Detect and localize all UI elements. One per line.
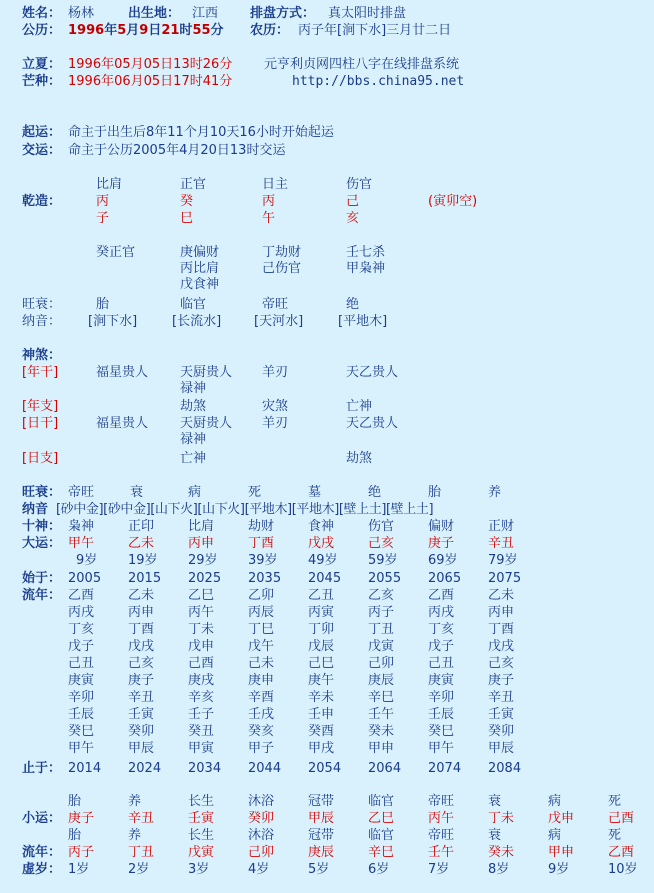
- liunian-cell: 己丑: [68, 656, 95, 671]
- liunian-cell: 乙卯: [248, 588, 275, 603]
- kong-note: (寅卯空): [428, 194, 478, 209]
- pillar-nayin-0: [涧下水]: [88, 314, 138, 329]
- liunian-cell: 戊寅: [368, 639, 395, 654]
- liunian-cell: 庚子: [488, 673, 515, 688]
- liunian-cell: 戊子: [428, 639, 455, 654]
- dayun-ganzhi: 丙申: [188, 536, 215, 551]
- liunian-cell: 己未: [248, 656, 275, 671]
- dayun-wangshuai: 帝旺: [68, 485, 95, 500]
- dayun-age: 79岁: [488, 553, 518, 568]
- shensha-cell: 天厨贵人 禄神: [180, 365, 233, 396]
- xy-liunian-label: 流年：: [22, 845, 62, 860]
- xusui-age: 7岁: [428, 862, 450, 877]
- liunian-cell: 辛丑: [488, 690, 515, 705]
- dayun-shishen: 正财: [488, 519, 515, 534]
- xiaoyun-state-2: 临官: [368, 828, 395, 843]
- liunian-cell: 丁巳: [248, 622, 275, 637]
- dayun-ganzhi: 戊戌: [308, 536, 335, 551]
- liunian-cell: 己卯: [368, 656, 395, 671]
- xiaoyun-state: 衰: [488, 794, 502, 809]
- dayun-nayin-row: [砂中金][砂中金][山下火][山下火][平地木][平地木][壁上土][壁上土]: [56, 502, 434, 517]
- xiaoyun-state: 病: [548, 794, 562, 809]
- liunian-cell: 壬午: [368, 707, 395, 722]
- liunian-cell: 壬寅: [488, 707, 515, 722]
- liunian-cell: 丁丑: [368, 622, 395, 637]
- liunian-cell: 甲戌: [308, 741, 335, 756]
- liunian-cell: 庚子: [128, 673, 155, 688]
- xiaoyun-state-2: 病: [548, 828, 562, 843]
- liunian-cell: 壬戌: [248, 707, 275, 722]
- liunian-cell: 壬寅: [128, 707, 155, 722]
- shensha-cell: 亡神: [346, 399, 373, 414]
- liunian-cell: 辛卯: [68, 690, 95, 705]
- xusui-age: 4岁: [248, 862, 270, 877]
- xiaoyun-state-2: 死: [608, 828, 622, 843]
- dayun-ganzhi: 丁酉: [248, 536, 275, 551]
- liunian-cell: 己巳: [308, 656, 335, 671]
- pillar-stem-2: 丙: [262, 194, 276, 209]
- pillar-shishen-2: 日主: [262, 177, 289, 192]
- name-value: 杨林: [68, 6, 95, 21]
- liunian-cell: 己酉: [188, 656, 215, 671]
- xiaoyun-liunian: 戊寅: [188, 845, 215, 860]
- dayun-age: 39岁: [248, 553, 278, 568]
- pillar-branch-3: 亥: [346, 211, 360, 226]
- solar-date: 1996年5月9日21时55分: [68, 23, 224, 38]
- xiaoyun-state: 胎: [68, 794, 82, 809]
- shensha-cell: 劫煞: [346, 451, 373, 466]
- liunian-cell: 乙亥: [368, 588, 395, 603]
- xiaoyun-state-2: 衰: [488, 828, 502, 843]
- shensha-title: 神煞：: [22, 348, 62, 363]
- dayun-start-year: 2045: [308, 571, 342, 586]
- liunian-cell: 丙申: [488, 605, 515, 620]
- liunian-cell: 戊午: [248, 639, 275, 654]
- xiaoyun-liunian: 己卯: [248, 845, 275, 860]
- liunian-cell: 庚寅: [68, 673, 95, 688]
- liunian-cell: 己亥: [488, 656, 515, 671]
- pillar-shishen-3: 伤官: [346, 177, 373, 192]
- pillar-hidden-2: 丁劫财 己伤官: [262, 245, 302, 276]
- liunian-cell: 丁亥: [68, 622, 95, 637]
- lixia-value: 1996年05月05日13时26分: [68, 57, 233, 72]
- xiaoyun-state-2: 长生: [188, 828, 215, 843]
- xusui-label: 虚岁：: [22, 862, 62, 877]
- dayun-shishen: 枭神: [68, 519, 95, 534]
- xusui-age: 6岁: [368, 862, 390, 877]
- pillar-branch-1: 巳: [180, 211, 194, 226]
- xusui-age: 1岁: [68, 862, 90, 877]
- dayun-shishen: 伤官: [368, 519, 395, 534]
- method-value: 真太阳时排盘: [328, 6, 407, 21]
- pillar-hidden-1: 庚偏财 丙比肩 戊食神: [180, 245, 220, 292]
- dayun-age: 9岁: [76, 553, 98, 568]
- liunian-cell: 甲辰: [488, 741, 515, 756]
- liunian-cell: 辛巳: [368, 690, 395, 705]
- xiaoyun-state: 冠带: [308, 794, 335, 809]
- dayun-end-year: 2074: [428, 761, 462, 776]
- xiaoyun-state-2: 帝旺: [428, 828, 455, 843]
- liunian-cell: 癸丑: [188, 724, 215, 739]
- pillar-stem-3: 己: [346, 194, 360, 209]
- liunian-cell: 戊戌: [488, 639, 515, 654]
- birthplace-value: 江西: [192, 6, 219, 21]
- nayin-label: 纳音：: [22, 314, 62, 329]
- liunian-cell: 庚午: [308, 673, 335, 688]
- shensha-cell: 福星贵人: [96, 365, 149, 380]
- liunian-cell: 乙丑: [308, 588, 335, 603]
- dayun-ganzhi: 己亥: [368, 536, 395, 551]
- shensha-cell: 亡神: [180, 451, 207, 466]
- liunian-cell: 甲寅: [188, 741, 215, 756]
- dayun-end-year: 2024: [128, 761, 162, 776]
- pillar-nayin-2: [天河水]: [254, 314, 304, 329]
- jiaoyun-value: 命主于公历2005年4月20日13时交运: [68, 143, 286, 158]
- lunar-label: 农历：: [250, 23, 290, 38]
- xiaoyun-liunian: 癸未: [488, 845, 515, 860]
- liunian-cell: 甲申: [368, 741, 395, 756]
- lixia-label: 立夏：: [22, 57, 62, 72]
- liunian-cell: 乙酉: [68, 588, 95, 603]
- dayun-start-year: 2035: [248, 571, 282, 586]
- xiaoyun-ganzhi: 丙午: [428, 811, 455, 826]
- shensha-row-label: [日干]: [22, 416, 59, 431]
- liunian-cell: 戊申: [188, 639, 215, 654]
- liunian-cell: 丙寅: [308, 605, 335, 620]
- xiaoyun-state: 帝旺: [428, 794, 455, 809]
- liunian-cell: 乙巳: [188, 588, 215, 603]
- dayun-start-year: 2055: [368, 571, 402, 586]
- liunian-cell: 丁卯: [308, 622, 335, 637]
- liunian-cell: 癸巳: [428, 724, 455, 739]
- dayun-start-year: 2075: [488, 571, 522, 586]
- liunian-cell: 癸巳: [68, 724, 95, 739]
- liunian-cell: 辛未: [308, 690, 335, 705]
- liunian-cell: 甲午: [428, 741, 455, 756]
- pillar-ws-3: 绝: [346, 297, 360, 312]
- xiaoyun-ganzhi: 丁未: [488, 811, 515, 826]
- site-title: 元亨利贞网四柱八字在线排盘系统: [264, 57, 460, 72]
- liunian-cell: 辛酉: [248, 690, 275, 705]
- start-label: 始于：: [22, 571, 62, 586]
- dayun-end-year: 2084: [488, 761, 522, 776]
- dayun-wangshuai: 墓: [308, 485, 322, 500]
- dayun-end-year: 2014: [68, 761, 102, 776]
- xiaoyun-state: 死: [608, 794, 622, 809]
- liunian-cell: 辛卯: [428, 690, 455, 705]
- pillar-nayin-1: [长流水]: [172, 314, 222, 329]
- pillar-hidden-0: 癸正官: [96, 245, 136, 260]
- pillar-nayin-3: [平地木]: [338, 314, 388, 329]
- shensha-cell: 福星贵人: [96, 416, 149, 431]
- liunian-cell: 乙酉: [428, 588, 455, 603]
- liunian-cell: 癸卯: [128, 724, 155, 739]
- liunian-cell: 己亥: [128, 656, 155, 671]
- dayun-age: 19岁: [128, 553, 158, 568]
- liunian-cell: 辛丑: [128, 690, 155, 705]
- dayun-wangshuai: 养: [488, 485, 502, 500]
- shensha-cell: 天乙贵人: [346, 416, 399, 431]
- xiaoyun-liunian: 丙子: [68, 845, 95, 860]
- liunian-cell: 己丑: [428, 656, 455, 671]
- dayun-wangshuai: 病: [188, 485, 202, 500]
- shensha-cell: 劫煞: [180, 399, 207, 414]
- dayun-age: 49岁: [308, 553, 338, 568]
- dayun-shishen-label: 十神：: [22, 519, 62, 534]
- dayun-start-year: 2015: [128, 571, 162, 586]
- xiaoyun-state-2: 胎: [68, 828, 82, 843]
- xiaoyun-state-2: 养: [128, 828, 142, 843]
- liunian-cell: 丙子: [368, 605, 395, 620]
- liunian-cell: 庚申: [248, 673, 275, 688]
- xiaoyun-ganzhi: 庚子: [68, 811, 95, 826]
- xiaoyun-state: 长生: [188, 794, 215, 809]
- dayun-wangshuai: 衰: [130, 485, 144, 500]
- liunian-cell: 癸未: [368, 724, 395, 739]
- xiaoyun-state: 临官: [368, 794, 395, 809]
- xusui-age: 8岁: [488, 862, 510, 877]
- dayun-age: 69岁: [428, 553, 458, 568]
- shensha-cell: 天乙贵人: [346, 365, 399, 380]
- liunian-cell: 乙未: [488, 588, 515, 603]
- shensha-cell: 羊刃: [262, 416, 289, 431]
- xiaoyun-liunian: 丁丑: [128, 845, 155, 860]
- dayun-shishen: 正印: [128, 519, 155, 534]
- liunian-cell: 庚辰: [368, 673, 395, 688]
- dayun-ganzhi: 庚子: [428, 536, 455, 551]
- xiaoyun-liunian: 壬午: [428, 845, 455, 860]
- xusui-age: 10岁: [608, 862, 638, 877]
- xiaoyun-state: 沐浴: [248, 794, 275, 809]
- xiaoyun-ganzhi: 壬寅: [188, 811, 215, 826]
- liunian-label: 流年：: [22, 588, 62, 603]
- dayun-shishen: 比肩: [188, 519, 215, 534]
- xusui-age: 2岁: [128, 862, 150, 877]
- liunian-cell: 丁未: [188, 622, 215, 637]
- lunar-value: 丙子年[涧下水]三月廿二日: [298, 23, 452, 38]
- liunian-cell: 甲午: [68, 741, 95, 756]
- xiaoyun-state: 养: [128, 794, 142, 809]
- wangshuai-label: 旺衰：: [22, 297, 62, 312]
- liunian-cell: 丁酉: [128, 622, 155, 637]
- liunian-cell: 癸亥: [248, 724, 275, 739]
- solar-label: 公历：: [22, 23, 62, 38]
- xiaoyun-ganzhi: 甲辰: [308, 811, 335, 826]
- qiyun-label: 起运：: [22, 125, 62, 140]
- dayun-nayin-label: 纳音: [22, 502, 49, 517]
- xusui-age: 3岁: [188, 862, 210, 877]
- qiyun-value: 命主于出生后8年11个月10天16小时开始起运: [68, 125, 334, 140]
- shensha-cell: 灾煞: [262, 399, 289, 414]
- pillar-stem-0: 丙: [96, 194, 110, 209]
- dayun-end-year: 2034: [188, 761, 222, 776]
- dayun-shishen: 劫财: [248, 519, 275, 534]
- xusui-age: 9岁: [548, 862, 570, 877]
- liunian-cell: 癸酉: [308, 724, 335, 739]
- dayun-wangshuai: 胎: [428, 485, 442, 500]
- dayun-start-year: 2005: [68, 571, 102, 586]
- liunian-cell: 戊戌: [128, 639, 155, 654]
- liunian-cell: 丁亥: [428, 622, 455, 637]
- liunian-cell: 丙午: [188, 605, 215, 620]
- pillar-ws-2: 帝旺: [262, 297, 289, 312]
- liunian-cell: 庚寅: [428, 673, 455, 688]
- dayun-age: 29岁: [188, 553, 218, 568]
- qianzao-label: 乾造：: [22, 194, 62, 209]
- shensha-row-label: [年干]: [22, 365, 59, 380]
- xiaoyun-label: 小运：: [22, 811, 62, 826]
- xiaoyun-liunian: 庚辰: [308, 845, 335, 860]
- dayun-ws-label: 旺衰：: [22, 485, 62, 500]
- dayun-age: 59岁: [368, 553, 398, 568]
- dayun-wangshuai: 绝: [368, 485, 382, 500]
- shensha-cell: 羊刃: [262, 365, 289, 380]
- liunian-cell: 甲子: [248, 741, 275, 756]
- xiaoyun-ganzhi: 癸卯: [248, 811, 275, 826]
- liunian-cell: 丙戌: [68, 605, 95, 620]
- xiaoyun-ganzhi: 己酉: [608, 811, 635, 826]
- liunian-cell: 戊子: [68, 639, 95, 654]
- shensha-cell: 天厨贵人 禄神: [180, 416, 233, 447]
- shensha-row-label: [年支]: [22, 399, 59, 414]
- method-label: 排盘方式：: [250, 6, 316, 21]
- site-link[interactable]: http://bbs.china95.net: [292, 74, 465, 89]
- liunian-cell: 甲辰: [128, 741, 155, 756]
- dayun-ganzhi: 辛丑: [488, 536, 515, 551]
- pillar-branch-0: 子: [96, 211, 110, 226]
- pillar-hidden-3: 壬七杀 甲枭神: [346, 245, 386, 276]
- xiaoyun-ganzhi: 辛丑: [128, 811, 155, 826]
- liunian-cell: 辛亥: [188, 690, 215, 705]
- dayun-end-year: 2064: [368, 761, 402, 776]
- liunian-cell: 壬辰: [428, 707, 455, 722]
- birthplace-label: 出生地：: [128, 6, 181, 21]
- pillar-shishen-1: 正官: [180, 177, 207, 192]
- dayun-wangshuai: 死: [248, 485, 262, 500]
- liunian-cell: 丙戌: [428, 605, 455, 620]
- xiaoyun-liunian: 甲申: [548, 845, 575, 860]
- dayun-start-year: 2065: [428, 571, 462, 586]
- liunian-cell: 乙未: [128, 588, 155, 603]
- liunian-cell: 壬申: [308, 707, 335, 722]
- dayun-ganzhi: 甲午: [68, 536, 95, 551]
- dayun-label: 大运：: [22, 536, 62, 551]
- liunian-cell: 庚戌: [188, 673, 215, 688]
- jiaoyun-label: 交运：: [22, 143, 62, 158]
- liunian-cell: 壬子: [188, 707, 215, 722]
- name-label: 姓名：: [22, 6, 62, 21]
- xiaoyun-state-2: 冠带: [308, 828, 335, 843]
- xusui-age: 5岁: [308, 862, 330, 877]
- dayun-shishen: 食神: [308, 519, 335, 534]
- xiaoyun-liunian: 乙酉: [608, 845, 635, 860]
- pillar-ws-1: 临官: [180, 297, 207, 312]
- liunian-cell: 丁酉: [488, 622, 515, 637]
- mangzhong-value: 1996年06月05日17时41分: [68, 74, 233, 89]
- pillar-branch-2: 午: [262, 211, 276, 226]
- liunian-cell: 戊辰: [308, 639, 335, 654]
- liunian-cell: 丙申: [128, 605, 155, 620]
- xiaoyun-ganzhi: 乙巳: [368, 811, 395, 826]
- liunian-cell: 壬辰: [68, 707, 95, 722]
- pillar-stem-1: 癸: [180, 194, 194, 209]
- xiaoyun-ganzhi: 戊申: [548, 811, 575, 826]
- dayun-ganzhi: 乙未: [128, 536, 155, 551]
- pillar-ws-0: 胎: [96, 297, 110, 312]
- liunian-cell: 丙辰: [248, 605, 275, 620]
- xiaoyun-liunian: 辛巳: [368, 845, 395, 860]
- shensha-row-label: [日支]: [22, 451, 59, 466]
- end-label: 止于：: [22, 761, 62, 776]
- xiaoyun-state-2: 沐浴: [248, 828, 275, 843]
- dayun-shishen: 偏财: [428, 519, 455, 534]
- dayun-end-year: 2054: [308, 761, 342, 776]
- dayun-start-year: 2025: [188, 571, 222, 586]
- liunian-cell: 癸卯: [488, 724, 515, 739]
- pillar-shishen-0: 比肩: [96, 177, 123, 192]
- dayun-end-year: 2044: [248, 761, 282, 776]
- mangzhong-label: 芒种：: [22, 74, 62, 89]
